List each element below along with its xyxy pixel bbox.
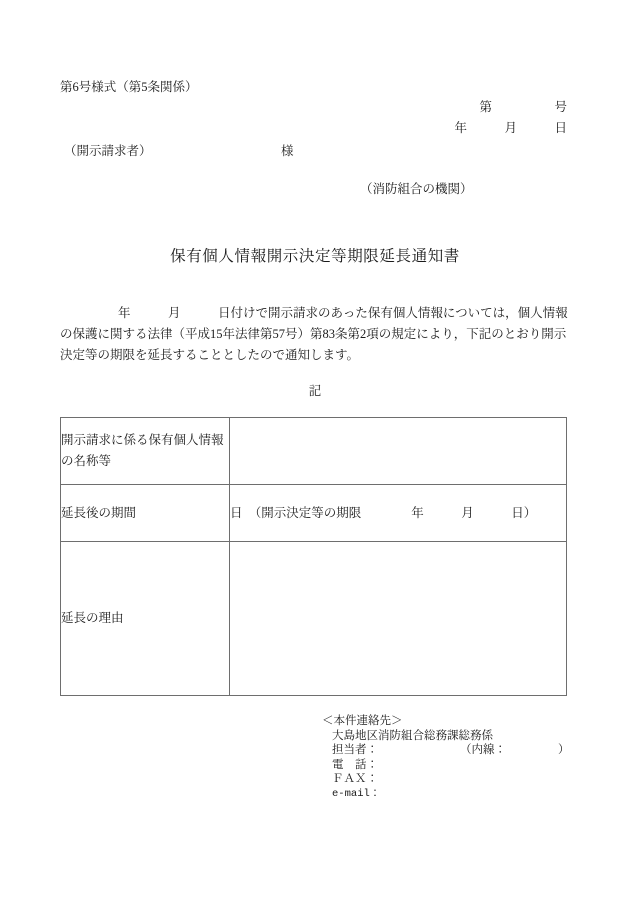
table-row xyxy=(61,542,567,696)
row-label-extended-period xyxy=(61,485,230,542)
contact-email-label: e-mail： xyxy=(332,787,381,800)
form-number: 第6号様式（第5条関係） xyxy=(60,80,198,94)
document-number-field: 第 号 xyxy=(479,100,567,114)
ki-marker: 記 xyxy=(308,384,322,398)
row-value-extended-period[interactable]: 日 （開示決定等の期限 年 月 日） xyxy=(230,485,567,542)
issuing-authority: （消防組合の機関） xyxy=(360,182,473,196)
contact-heading: ＜本件連絡先＞ xyxy=(322,715,403,727)
information-table xyxy=(60,417,567,696)
contact-person-label: 担当者： xyxy=(332,744,378,757)
page-title: 保有個人情報開示決定等期限延長通知書 xyxy=(170,248,460,265)
body-line-1: 年 月 日付けで開示請求のあった保有個人情報については，個人情報の保護に xyxy=(60,306,568,341)
contact-fax-label: ＦＡＸ： xyxy=(332,773,378,786)
label-line-2: の名称等 xyxy=(61,454,112,468)
body-line-3: 限を延長することとしたので通知します。 xyxy=(122,348,360,362)
row-label-disclosure-name xyxy=(61,418,230,485)
contact-organization: 大島地区消防組合総務課総務係 xyxy=(332,729,493,742)
contact-phone-label: 電 話： xyxy=(332,758,378,771)
document-date-field: 年 月 日 xyxy=(454,121,567,135)
table-row xyxy=(61,485,567,542)
body-line-2: 関する法律（平成15年法律第57号）第83条第2項の規定により，下記のとおり開示決定等の期 xyxy=(60,327,567,362)
contact-extension-close: ） xyxy=(558,744,570,757)
addressee-label: （開示請求者） xyxy=(64,144,152,158)
row-value-extension-reason[interactable] xyxy=(230,542,567,696)
contact-extension-label: （内線： xyxy=(460,744,506,757)
label-line-1: 延長の理由 xyxy=(61,611,124,625)
label-line-1: 延長後の期間 xyxy=(61,505,137,520)
label-line-1: 開示請求に係る保有個人情報 xyxy=(61,433,224,447)
row-label-extension-reason xyxy=(61,542,230,696)
table-row xyxy=(61,418,567,485)
addressee-honorific: 様 xyxy=(281,144,294,158)
body-paragraph xyxy=(60,303,568,366)
contact-person-row xyxy=(322,743,570,758)
row-value-disclosure-name[interactable] xyxy=(230,418,567,485)
contact-block xyxy=(322,714,570,802)
